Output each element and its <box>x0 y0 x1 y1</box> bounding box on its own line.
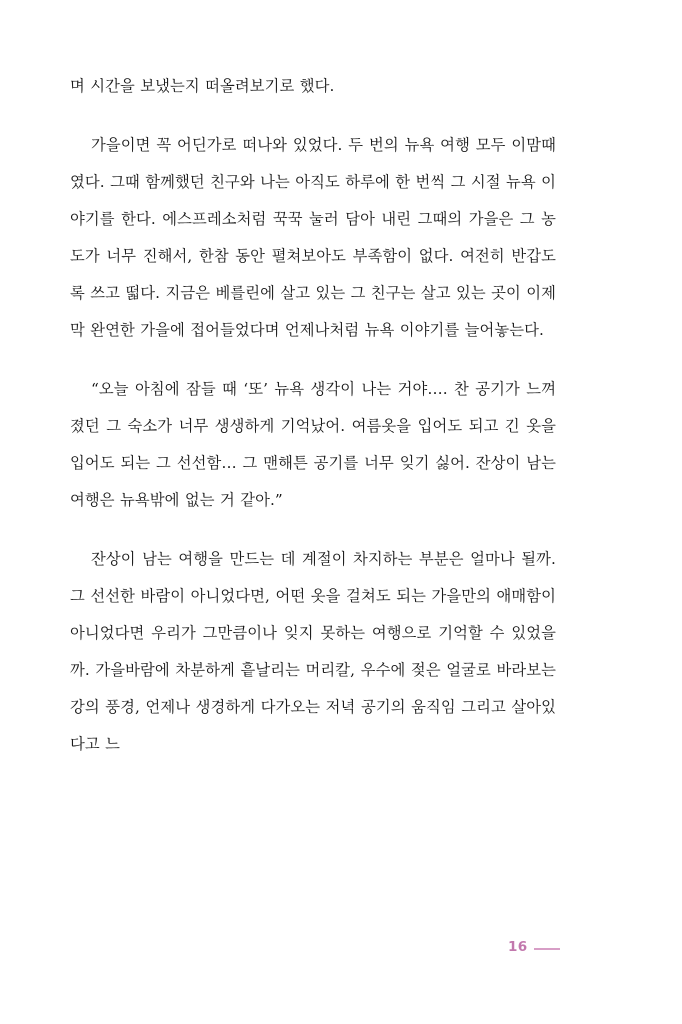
body-text-column <box>70 68 556 779</box>
paragraph-autumn-travel: 가을이면 꼭 어딘가로 떠나와 있었다. 두 번의 뉴욕 여행 모두 이맘때였다. 그때 함께했던 친구와 나는 아직도 하루에 한 번씩 그 시절 뉴욕 이야기를 한다. 에스프레소처럼 꾹꾹 눌러 담아 내린 그때의 가을은 그 농도가 너무 진해서, 한참 동안 펼쳐보아도 부족함이 없다. 여전히 반갑도록 쓰고 떫다. 지금은 베를린에 살고 있는 그 친구는 살고 있는 곳이 이제 막 완연한 가을에 접어들었다며 언제나처럼 뉴욕 이야기를 늘어놓는다. <box>70 136 556 339</box>
folio-rule-decoration <box>534 948 560 950</box>
paragraph-quote-friend: “오늘 아침에 잠들 때 ‘또’ 뉴욕 생각이 나는 거야…. 찬 공기가 느껴졌던 그 숙소가 너무 생생하게 기억났어. 여름옷을 입어도 되고 긴 옷을 입어도 되는 그 선선함… 그 맨해튼 공기를 너무 잊기 싫어. 잔상이 남는 여행은 뉴욕밖에 없는 거 같아.” <box>70 380 556 509</box>
page-footer <box>0 938 682 962</box>
paragraph-continued-opening: 며 시간을 보냈는지 떠올려보기로 했다. <box>70 77 335 95</box>
page-number: 16 <box>508 939 528 955</box>
paragraph-season-reflection: 잔상이 남는 여행을 만드는 데 계절이 차지하는 부분은 얼마나 될까. 그 선선한 바람이 아니었다면, 어떤 옷을 걸쳐도 되는 가을만의 애매함이 아니었다면 우리가 그만큼이나 잊지 못하는 여행으로 기억할 수 있었을까. 가을바람에 차분하게 흩날리는 머리칼, 우수에 젖은 얼굴로 바라보는 강의 풍경, 언제나 생경하게 다가오는 저녁 공기의 움직임 그리고 살아있다고 느 <box>70 550 556 753</box>
